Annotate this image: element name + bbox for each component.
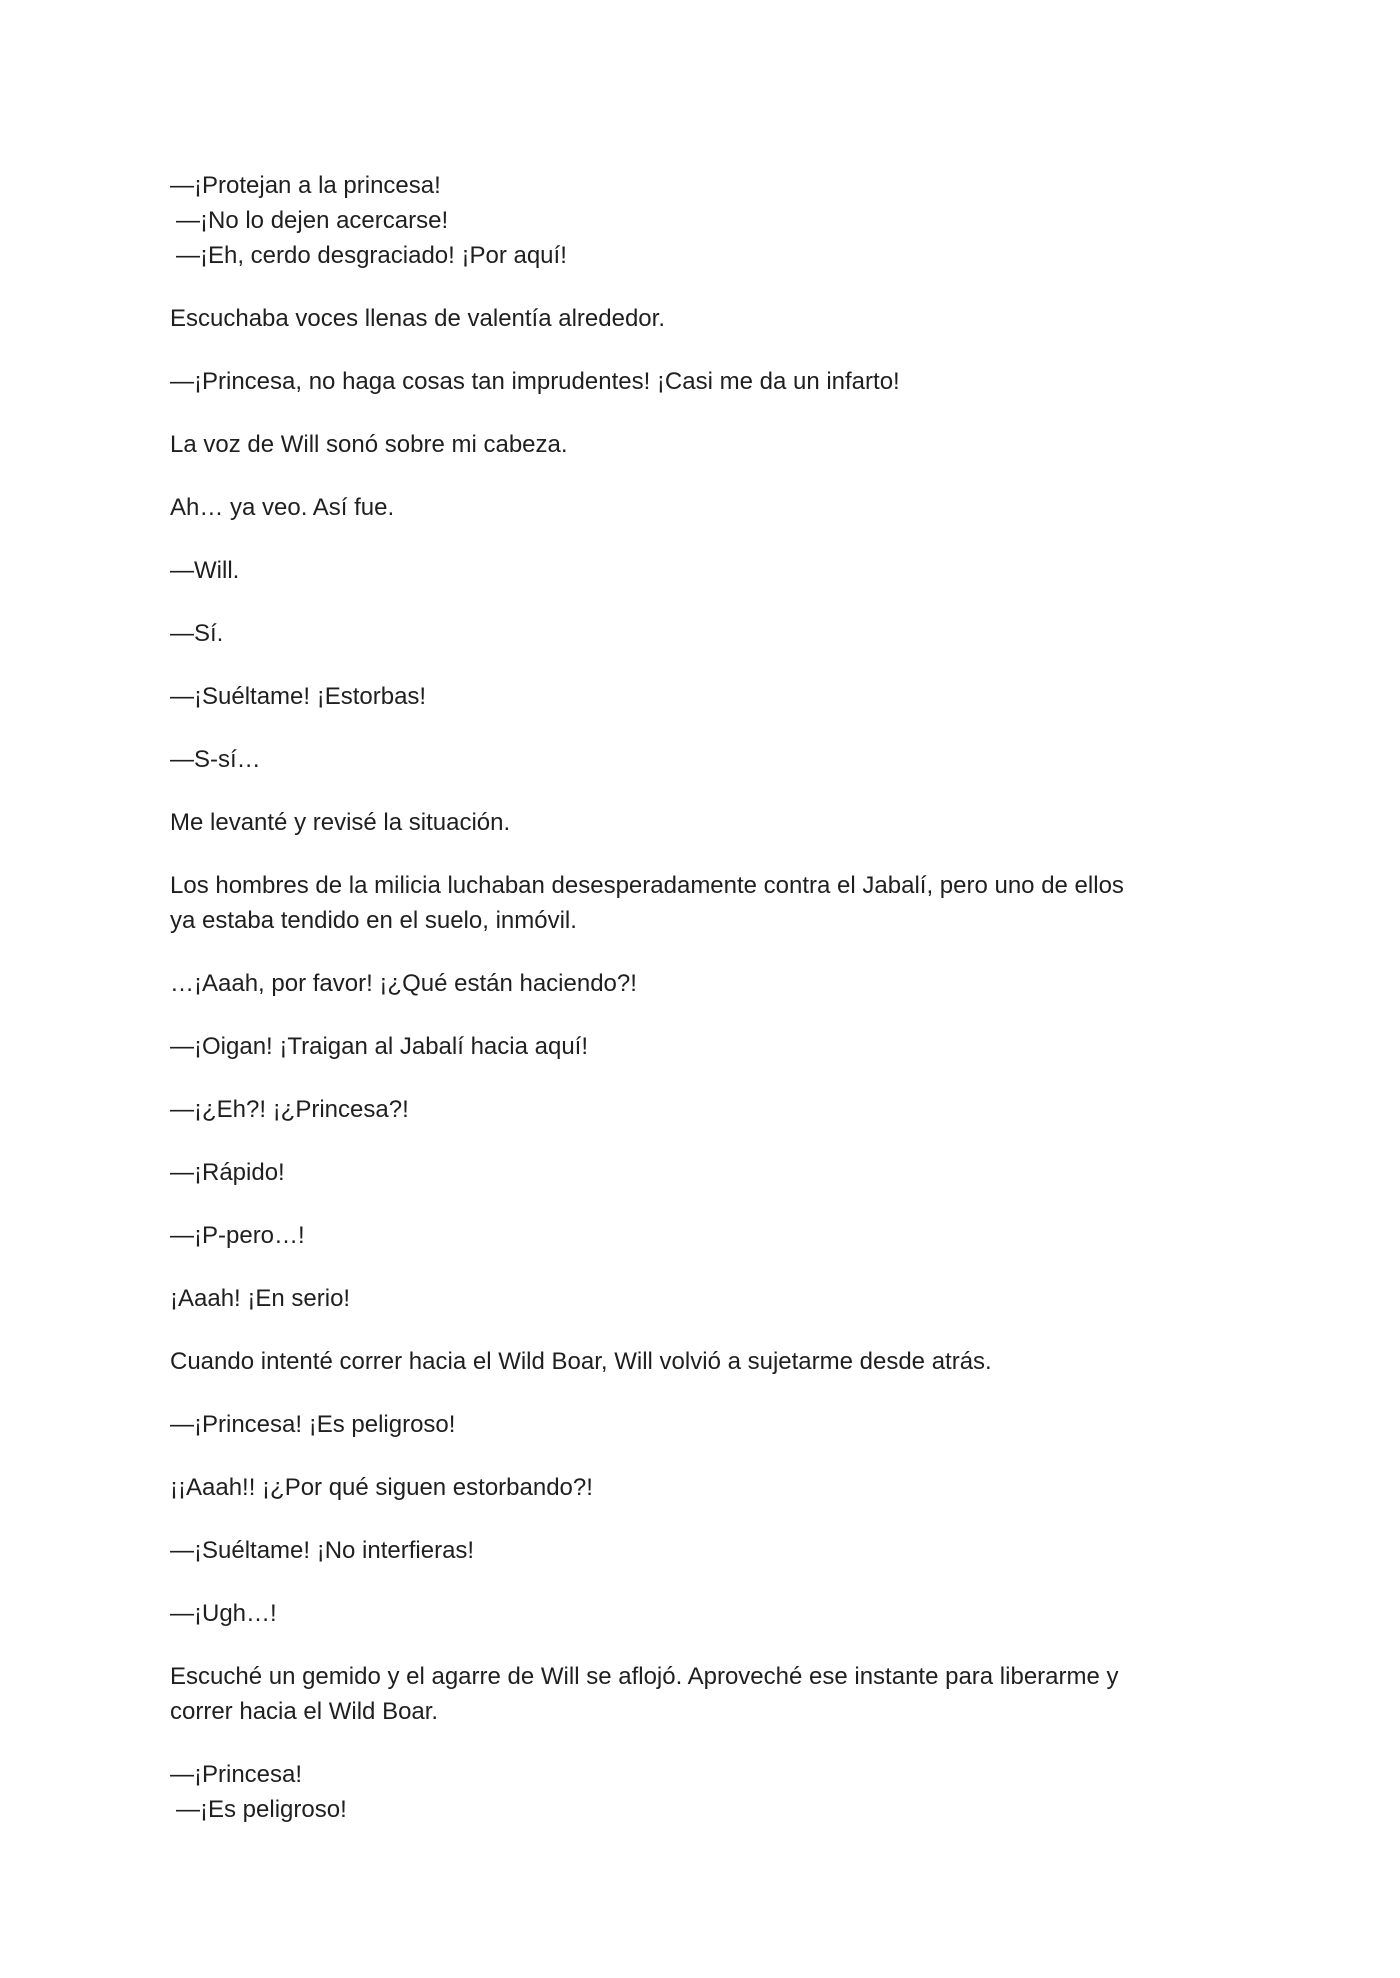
- paragraph: [170, 805, 1230, 840]
- paragraph: [170, 490, 1230, 525]
- paragraph: [170, 1659, 1230, 1729]
- paragraph: [170, 168, 1230, 273]
- paragraph-line: Ah… ya veo. Así fue.: [170, 494, 395, 521]
- paragraph: [170, 1281, 1230, 1316]
- paragraph-line: —¡Princesa, no haga cosas tan imprudentes! ¡Casi me da un infarto!: [170, 368, 900, 395]
- paragraph-line: —¡Rápido!: [170, 1159, 285, 1186]
- paragraph: [170, 742, 1230, 777]
- paragraph: [170, 1757, 1230, 1827]
- paragraph-line: —¡Ugh…!: [170, 1600, 277, 1627]
- paragraph-line: —Sí.: [170, 620, 224, 647]
- paragraph: [170, 1029, 1230, 1064]
- paragraph: [170, 679, 1230, 714]
- paragraph: [170, 553, 1230, 588]
- paragraph-line: —¡Eh, cerdo desgraciado! ¡Por aquí!: [176, 242, 567, 269]
- paragraph: [170, 301, 1230, 336]
- paragraph-line: correr hacia el Wild Boar.: [170, 1698, 439, 1725]
- paragraph-line: Me levanté y revisé la situación.: [170, 809, 511, 836]
- paragraph-line: —¡Es peligroso!: [176, 1796, 347, 1823]
- paragraph-line: ¡¡Aaah!! ¡¿Por qué siguen estorbando?!: [170, 1474, 593, 1501]
- paragraph-line: Los hombres de la milicia luchaban desesperadamente contra el Jabalí, pero uno de ellos: [170, 872, 1124, 899]
- paragraph: [170, 616, 1230, 651]
- paragraph-line: …¡Aaah, por favor! ¡¿Qué están haciendo?!: [170, 970, 637, 997]
- paragraph: [170, 1533, 1230, 1568]
- paragraph-line: ¡Aaah! ¡En serio!: [170, 1285, 351, 1312]
- paragraph-line: Cuando intenté correr hacia el Wild Boar, Will volvió a sujetarme desde atrás.: [170, 1348, 992, 1375]
- paragraph-line: —¡Suéltame! ¡No interfieras!: [170, 1537, 475, 1564]
- paragraph-line: —¡Protejan a la princesa!: [170, 172, 441, 199]
- paragraph: [170, 1596, 1230, 1631]
- paragraph: [170, 1218, 1230, 1253]
- paragraph-line: —Will.: [170, 557, 240, 584]
- paragraph: [170, 364, 1230, 399]
- paragraph: [170, 1470, 1230, 1505]
- paragraph-line: La voz de Will sonó sobre mi cabeza.: [170, 431, 568, 458]
- paragraph: [170, 1092, 1230, 1127]
- paragraph: [170, 1407, 1230, 1442]
- paragraph-line: —¡Suéltame! ¡Estorbas!: [170, 683, 427, 710]
- paragraph-line: —¡P-pero…!: [170, 1222, 305, 1249]
- paragraph-line: —¡Oigan! ¡Traigan al Jabalí hacia aquí!: [170, 1033, 588, 1060]
- paragraph-line: —¡¿Eh?! ¡¿Princesa?!: [170, 1096, 409, 1123]
- paragraph-line: Escuchaba voces llenas de valentía alrededor.: [170, 305, 665, 332]
- paragraph-line: —S-sí…: [170, 746, 261, 773]
- document-body: [170, 168, 1230, 1827]
- paragraph-line: —¡Princesa!: [170, 1761, 303, 1788]
- paragraph-line: —¡Princesa! ¡Es peligroso!: [170, 1411, 456, 1438]
- paragraph-line: ya estaba tendido en el suelo, inmóvil.: [170, 907, 577, 934]
- paragraph: [170, 1344, 1230, 1379]
- paragraph: [170, 868, 1230, 938]
- paragraph-line: —¡No lo dejen acercarse!: [176, 207, 449, 234]
- paragraph: [170, 966, 1230, 1001]
- paragraph: [170, 1155, 1230, 1190]
- paragraph: [170, 427, 1230, 462]
- paragraph-line: Escuché un gemido y el agarre de Will se aflojó. Aproveché ese instante para liberarme y: [170, 1663, 1119, 1690]
